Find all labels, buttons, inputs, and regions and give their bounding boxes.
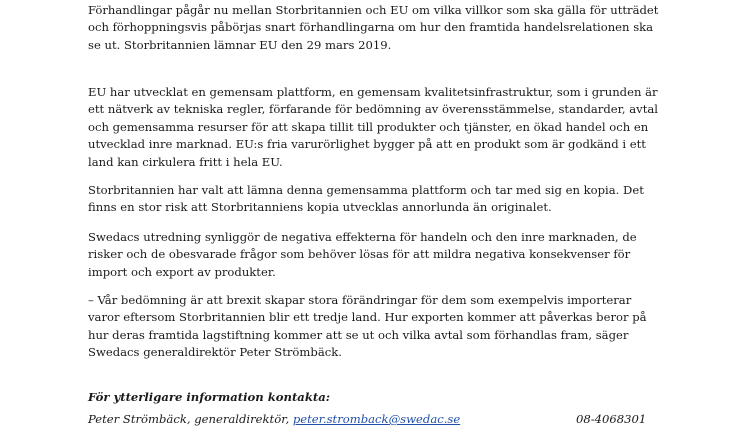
text-line: Storbritannien har valt att lämna denna gemensamma plattform och tar med sig en kopia. Det: [88, 183, 644, 197]
text-line: land kan cirkulera fritt i hela EU.: [88, 154, 283, 169]
text-line: och förhoppningsvis påbörjas snart förhandlingarna om hur den framtida handelsrelationen ska: [88, 20, 654, 35]
text-line: import och export av produkter.: [88, 264, 276, 279]
paragraph-eu-platform: [88, 84, 678, 171]
text-line: varor eftersom Storbritannien blir ett tredje land. Hur exporten kommer att påverkas beror på: [88, 310, 647, 325]
text-line: och gemensamma resurser för att skapa tillit till produkter och tjänster, en ökad handel och en: [88, 119, 649, 134]
contact-name: Peter Strömbäck, generaldirektör,: [88, 412, 290, 426]
text-line: risker och de obesvarade frågor som behöver lösas för att mildra negativa konsekvenser för: [88, 247, 631, 262]
contact-email-link[interactable]: peter.stromback@swedac.se: [292, 412, 461, 426]
text-line: EU har utvecklat en gemensam plattform, en gemensam kvalitetsinfrastruktur, som i grunden är: [88, 85, 658, 99]
text-line: Swedacs utredning synliggör de negativa effekterna för handeln och den inre marknaden, de: [88, 230, 637, 244]
text-line: Swedacs generaldirektör Peter Strömbäck.: [88, 345, 342, 360]
text-line: hur deras framtida lagstiftning kommer att se ut och vilka avtal som förhandlas fram, säger: [88, 327, 629, 342]
paragraph-negotiations: [88, 2, 678, 54]
text-line: utvecklad inre marknad. EU:s fria varurörlighet bygger på att en produkt som är godkänd i ett: [88, 137, 646, 152]
text-line: Förhandlingar pågår nu mellan Storbritannien och EU om vilka villkor som ska gälla för utträdet: [88, 3, 659, 17]
paragraph-uk-copy: [88, 182, 678, 217]
text-line: finns en stor risk att Storbritanniens kopia utvecklas annorlunda än originalet.: [88, 200, 552, 215]
paragraph-quote: [88, 292, 678, 362]
contact-phone: 08-4068301: [576, 412, 647, 426]
contact-line: [88, 411, 678, 428]
text-line: – Vår bedömning är att brexit skapar stora förändringar för dem som exempelvis importerar: [88, 293, 632, 307]
contact-heading: För ytterligare information kontakta:: [88, 390, 330, 404]
paragraph-swedac-report: [88, 229, 678, 281]
text-line: ett nätverk av tekniska regler, förfarande för bedömning av överensstämmelse, standarder, avtal: [88, 102, 659, 117]
text-line: se ut. Storbritannien lämnar EU den 29 mars 2019.: [88, 37, 392, 52]
